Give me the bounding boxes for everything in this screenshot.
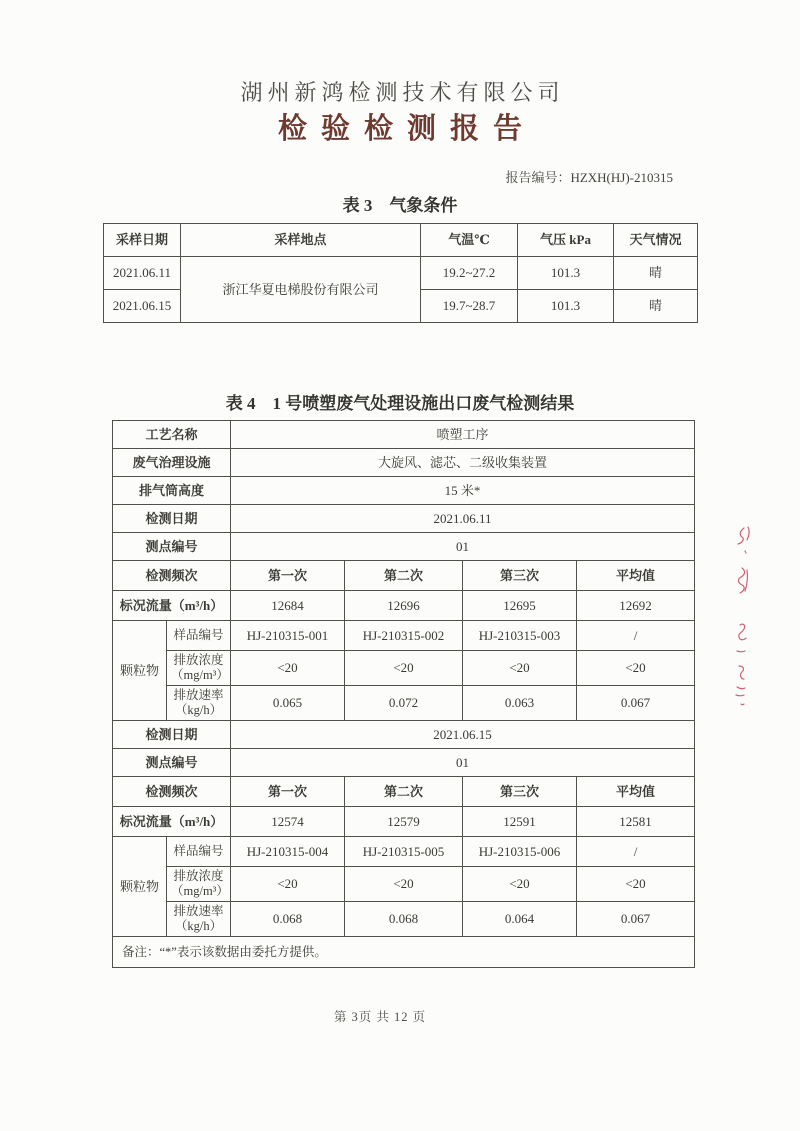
test-date-row-1	[113, 505, 695, 533]
point-no-value: 01	[231, 749, 695, 777]
rate-value: 0.065	[231, 686, 345, 721]
row-label-concentration	[167, 651, 231, 686]
flow-value: 12591	[463, 807, 577, 837]
sample-no-value: HJ-210315-004	[231, 837, 345, 867]
weather-value: 晴	[614, 257, 698, 290]
sample-no-value: HJ-210315-005	[345, 837, 463, 867]
concentration-value: <20	[463, 867, 577, 902]
row-label-point-no: 测点编号	[113, 533, 231, 561]
concentration-value: <20	[577, 651, 695, 686]
row-label-stack-height: 排气筒高度	[113, 477, 231, 505]
flow-value: 12695	[463, 591, 577, 621]
pressure-value: 101.3	[518, 257, 614, 290]
rate-value: 0.072	[345, 686, 463, 721]
process-row	[113, 421, 695, 449]
rate-value: 0.064	[463, 902, 577, 937]
sampling-date-value: 2021.06.11	[104, 257, 181, 290]
rate-label-line1: 排放速率	[173, 904, 224, 918]
row-label-flow: 标况流量（m³/h）	[113, 807, 231, 837]
flow-value: 12574	[231, 807, 345, 837]
weather-value: 晴	[614, 290, 698, 323]
rate-row-2	[113, 902, 695, 937]
column-header-weather: 天气情况	[614, 224, 698, 257]
row-label-particulate: 颗粒物	[113, 837, 167, 937]
weather-conditions-table	[103, 223, 698, 323]
row-label-particulate: 颗粒物	[113, 621, 167, 721]
rate-value: 0.067	[577, 902, 695, 937]
facility-value: 大旋风、滤芯、二级收集装置	[231, 449, 695, 477]
flow-value: 12579	[345, 807, 463, 837]
concentration-value: <20	[577, 867, 695, 902]
point-no-value: 01	[231, 533, 695, 561]
test-date-value: 2021.06.15	[231, 721, 695, 749]
column-header-first: 第一次	[231, 561, 345, 591]
rate-label-line2: （kg/h）	[174, 919, 223, 933]
sample-no-value: HJ-210315-006	[463, 837, 577, 867]
rate-value: 0.068	[231, 902, 345, 937]
rate-value: 0.067	[577, 686, 695, 721]
temperature-value: 19.2~27.2	[421, 257, 518, 290]
column-header-second: 第二次	[345, 777, 463, 807]
column-header-sampling-date: 采样日期	[104, 224, 181, 257]
flow-row-1	[113, 591, 695, 621]
rate-row-1	[113, 686, 695, 721]
column-header-second: 第二次	[345, 561, 463, 591]
row-label-test-date: 检测日期	[113, 721, 231, 749]
flow-row-2	[113, 807, 695, 837]
test-date-row-2	[113, 721, 695, 749]
test-date-value: 2021.06.11	[231, 505, 695, 533]
column-header-third: 第三次	[463, 561, 577, 591]
sample-no-row-2	[113, 837, 695, 867]
process-value: 喷塑工序	[231, 421, 695, 449]
sampling-location-value: 浙江华夏电梯股份有限公司	[181, 257, 421, 323]
remark-text: 备注：“*”表示该数据由委托方提供。	[113, 937, 695, 968]
table4-caption: 表 4 1 号喷塑废气处理设施出口废气检测结果	[225, 394, 575, 413]
sample-no-value: /	[577, 837, 695, 867]
report-number-value: HZXH(HJ)-210315	[570, 170, 673, 185]
sample-no-value: HJ-210315-003	[463, 621, 577, 651]
company-name: 湖州新鸿检测技术有限公司	[240, 80, 565, 105]
facility-row	[113, 449, 695, 477]
flow-value: 12684	[231, 591, 345, 621]
concentration-value: <20	[463, 651, 577, 686]
concentration-label-line1: 排放浓度	[173, 653, 224, 667]
column-header-average: 平均值	[577, 777, 695, 807]
table3-row-1	[104, 257, 698, 290]
concentration-label-line2: （mg/m³）	[171, 884, 229, 898]
row-label-frequency: 检测频次	[113, 561, 231, 591]
row-label-frequency: 检测频次	[113, 777, 231, 807]
concentration-label-line1: 排放浓度	[173, 869, 224, 883]
column-header-sampling-location: 采样地点	[181, 224, 421, 257]
rate-label-line2: （kg/h）	[174, 703, 223, 717]
column-header-first: 第一次	[231, 777, 345, 807]
stack-height-value: 15 米*	[231, 477, 695, 505]
concentration-value: <20	[231, 651, 345, 686]
exhaust-results-table	[112, 420, 695, 968]
report-number-line	[103, 167, 673, 186]
flow-value: 12696	[345, 591, 463, 621]
row-label-process: 工艺名称	[113, 421, 231, 449]
sample-no-row-1	[113, 621, 695, 651]
row-label-facility: 废气治理设施	[113, 449, 231, 477]
sample-no-value: HJ-210315-002	[345, 621, 463, 651]
report-title: 检验检测报告	[277, 113, 536, 145]
concentration-value: <20	[345, 867, 463, 902]
row-label-point-no: 测点编号	[113, 749, 231, 777]
concentration-label-line2: （mg/m³）	[171, 668, 229, 682]
temperature-value: 19.7~28.7	[421, 290, 518, 323]
pressure-value: 101.3	[518, 290, 614, 323]
concentration-value: <20	[231, 867, 345, 902]
row-label-rate	[167, 902, 231, 937]
rate-label-line1: 排放速率	[173, 688, 224, 702]
column-header-pressure: 气压 kPa	[518, 224, 614, 257]
row-label-concentration	[167, 867, 231, 902]
sampling-date-value: 2021.06.15	[104, 290, 181, 323]
rate-value: 0.068	[345, 902, 463, 937]
rate-value: 0.063	[463, 686, 577, 721]
frequency-row-2	[113, 777, 695, 807]
report-number-label: 报告编号：	[505, 170, 571, 185]
remark-row	[113, 937, 695, 968]
row-label-sample-no: 样品编号	[167, 621, 231, 651]
column-header-third: 第三次	[463, 777, 577, 807]
sample-no-value: /	[577, 621, 695, 651]
point-no-row-2	[113, 749, 695, 777]
row-label-test-date: 检测日期	[113, 505, 231, 533]
row-label-sample-no: 样品编号	[167, 837, 231, 867]
row-label-rate	[167, 686, 231, 721]
page-number: 第 3页 共 12 页	[333, 1010, 427, 1024]
column-header-temperature: 气温℃	[421, 224, 518, 257]
handwritten-annotation	[728, 520, 758, 715]
column-header-average: 平均值	[577, 561, 695, 591]
sample-no-value: HJ-210315-001	[231, 621, 345, 651]
flow-value: 12692	[577, 591, 695, 621]
table3-caption: 表 3 气象条件	[342, 196, 458, 215]
point-no-row-1	[113, 533, 695, 561]
stack-height-row	[113, 477, 695, 505]
concentration-row-1	[113, 651, 695, 686]
concentration-row-2	[113, 867, 695, 902]
table3-header-row	[104, 224, 698, 257]
row-label-flow: 标况流量（m³/h）	[113, 591, 231, 621]
flow-value: 12581	[577, 807, 695, 837]
frequency-row-1	[113, 561, 695, 591]
concentration-value: <20	[345, 651, 463, 686]
